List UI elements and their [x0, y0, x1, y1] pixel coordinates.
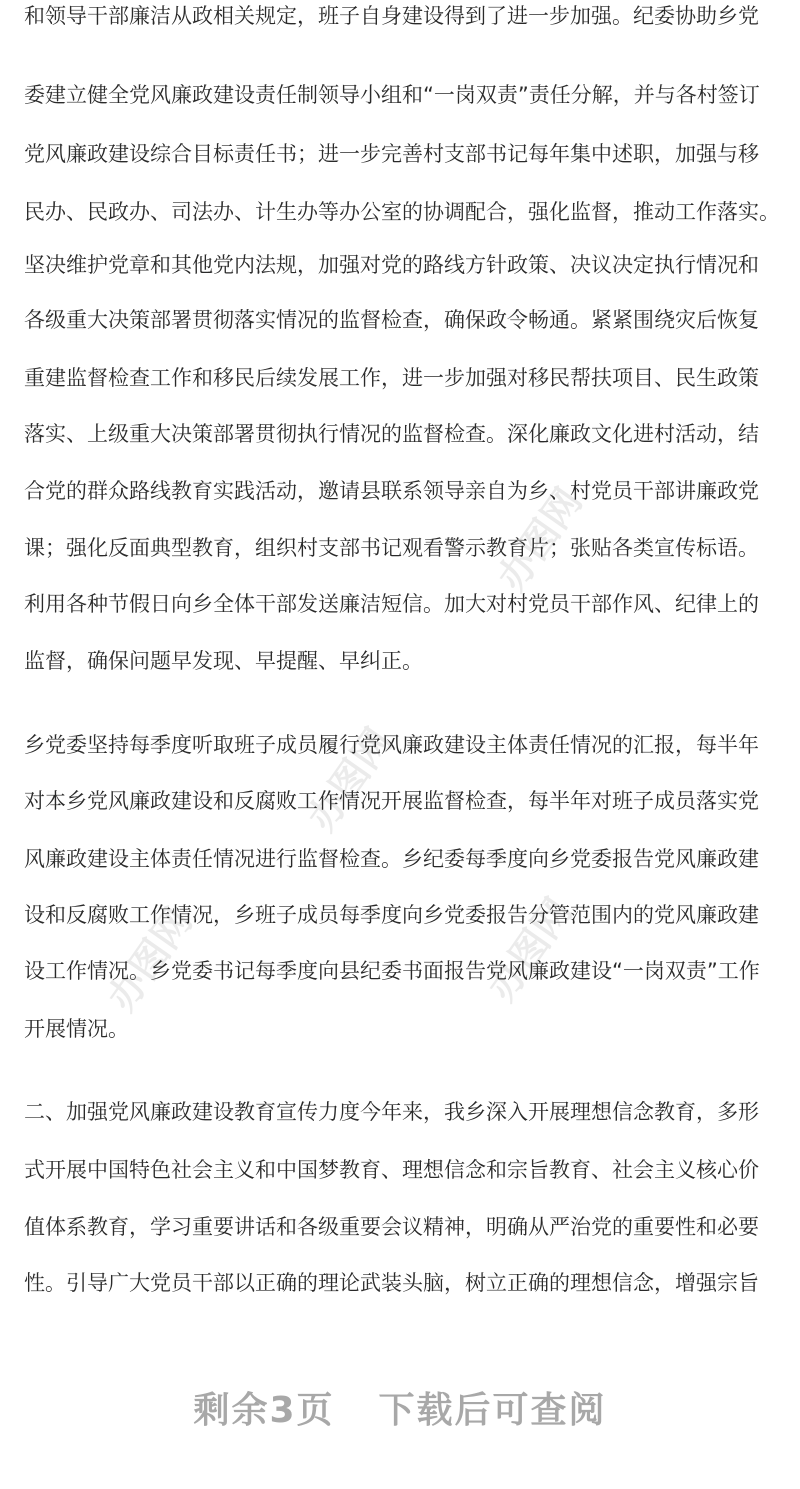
paragraph-line: 设工作情况。乡党委书记每季度向县纪委书面报告党风廉政建设“一岗双责”工作 [24, 959, 760, 983]
paragraph-line: 式开展中国特色社会主义和中国梦教育、理想信念和宗旨教育、社会主义核心价 [24, 1158, 759, 1182]
paragraph-line: 乡党委坚持每季度听取班子成员履行党风廉政建设主体责任情况的汇报，每半年 [24, 733, 759, 757]
paragraph-line: 坚决维护党章和其他党内法规，加强对党的路线方针政策、决议决定执行情况和 [24, 253, 759, 277]
remaining-pages-label: 剩余3页 [193, 1390, 335, 1431]
paragraph-line: 值体系教育，学习重要讲话和各级重要会议精神，明确从严治党的重要性和必要 [24, 1215, 759, 1239]
paragraph-line: 开展情况。 [24, 1017, 129, 1041]
paragraph-line: 党风廉政建设综合目标责任书；进一步完善村支部书记每年集中述职，加强与移 [24, 142, 759, 166]
paragraph-line: 合党的群众路线教育实践活动，邀请县联系领导亲自为乡、村党员干部讲廉政党 [24, 479, 759, 503]
paragraph-line: 重建监督检查工作和移民后续发展工作，进一步加强对移民帮扶项目、民生政策 [24, 366, 759, 390]
download-to-view-label: 下载后可查阅 [378, 1390, 607, 1431]
download-prompt[interactable] [0, 1386, 800, 1436]
paragraph-line: 性。引导广大党员干部以正确的理论武装头脑，树立正确的理想信念，增强宗旨 [24, 1271, 759, 1295]
watermark: 办图网 [299, 720, 401, 839]
paragraph-line: 风廉政建设主体责任情况进行监督检查。乡纪委每季度向乡党委报告党风廉政建 [24, 847, 759, 871]
paragraph-line: 对本乡党风廉政建设和反腐败工作情况开展监督检查，每半年对班子成员落实党 [24, 789, 759, 813]
paragraph-line: 设和反腐败工作情况，乡班子成员每季度向乡党委报告分管范围内的党风廉政建 [24, 903, 759, 927]
paragraph-line: 和领导干部廉洁从政相关规定，班子自身建设得到了进一步加强。纪委协助乡党 [24, 4, 759, 28]
paragraph-line: 民办、民政办、司法办、计生办等办公室的协调配合，强化监督，推动工作落实。 [24, 200, 780, 224]
paragraph-line: 各级重大决策部署贯彻落实情况的监督检查，确保政令畅通。紧紧围绕灾后恢复 [24, 308, 759, 332]
paragraph-line: 落实、上级重大决策部署贯彻执行情况的监督检查。深化廉政文化进村活动，结 [24, 422, 759, 446]
paragraph-line: 二、加强党风廉政建设教育宣传力度今年来，我乡深入开展理想信念教育，多形 [24, 1100, 759, 1124]
paragraph-line: 监督，确保问题早发现、早提醒、早纠正。 [24, 649, 423, 673]
watermark: 办图网 [479, 890, 581, 1009]
watermark: 办图网 [99, 900, 201, 1019]
paragraph-line: 课；强化反面典型教育，组织村支部书记观看警示教育片；张贴各类宣传标语。 [24, 536, 759, 560]
watermark: 办图网 [489, 480, 591, 599]
paragraph-line: 利用各种节假日向乡全体干部发送廉洁短信。加大对村党员干部作风、纪律上的 [24, 592, 759, 616]
paragraph-line: 委建立健全党风廉政建设责任制领导小组和“一岗双责”责任分解，并与各村签订 [24, 83, 760, 107]
